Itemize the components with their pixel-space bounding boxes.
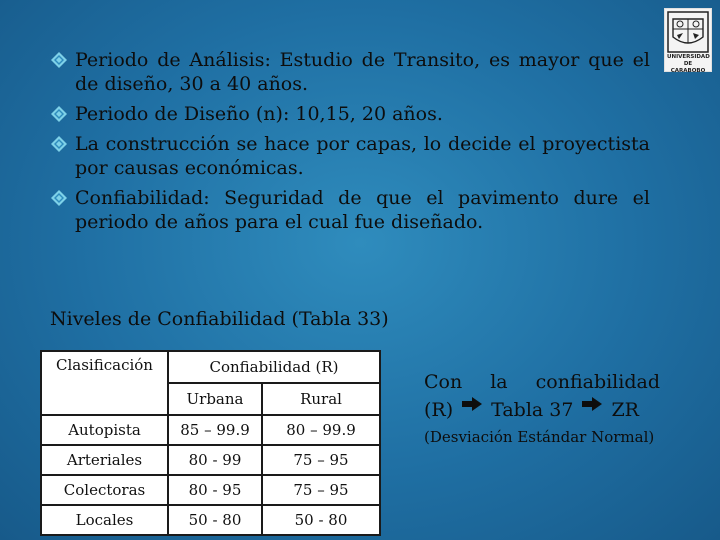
diamond-bullet-icon (50, 51, 68, 69)
note-word: la (490, 371, 508, 393)
right-arrow-icon (461, 396, 483, 412)
logo-label: UNIVERSIDAD DE CARABOBO (667, 54, 710, 74)
bullet-text: Confiabilidad: Seguridad de que el pavimento dure el periodo de años para el cual fue diseñado. (75, 187, 650, 233)
note-zr: ZR (611, 399, 639, 421)
table-row (41, 505, 380, 535)
header-urbana: Urbana (168, 383, 262, 415)
cell-urbana: 80 - 99 (168, 445, 262, 475)
bullet-list (50, 48, 650, 240)
cell-clase: Arteriales (41, 445, 168, 475)
cell-rural: 75 – 95 (262, 475, 380, 505)
note-line-1 (424, 368, 660, 396)
bullet-item-periodo-analisis (50, 48, 650, 96)
table-row (41, 445, 380, 475)
cell-rural: 80 – 99.9 (262, 415, 380, 445)
cell-rural: 75 – 95 (262, 445, 380, 475)
cell-urbana: 85 – 99.9 (168, 415, 262, 445)
note-r: (R) (424, 399, 454, 421)
table-row (41, 475, 380, 505)
cell-clase: Colectoras (41, 475, 168, 505)
bullet-item-periodo-diseno (50, 102, 650, 126)
header-confiabilidad: Confiabilidad (R) (168, 351, 380, 383)
header-clasificacion: Clasificación (41, 351, 168, 415)
header-rural: Rural (262, 383, 380, 415)
note-word: Con (424, 371, 463, 393)
table-header-row (41, 351, 380, 383)
diamond-bullet-icon (50, 105, 68, 123)
confiabilidad-table (40, 350, 381, 536)
confiabilidad-note (424, 368, 660, 448)
bullet-text: Periodo de Diseño (n): 10,15, 20 años. (75, 103, 443, 125)
diamond-bullet-icon (50, 135, 68, 153)
note-word: confiabilidad (535, 371, 660, 393)
table-row (41, 415, 380, 445)
section-title: Niveles de Confiabilidad (Tabla 33) (50, 308, 389, 330)
bullet-text: La construcción se hace por capas, lo decide el proyectista por causas económicas. (75, 133, 650, 179)
bullet-item-confiabilidad (50, 186, 650, 234)
cell-clase: Locales (41, 505, 168, 535)
cell-clase: Autopista (41, 415, 168, 445)
cell-urbana: 50 - 80 (168, 505, 262, 535)
university-logo (664, 8, 712, 72)
right-arrow-icon (581, 396, 603, 412)
bullet-item-construccion (50, 132, 650, 180)
note-tabla: Tabla 37 (491, 399, 574, 421)
cell-urbana: 80 - 95 (168, 475, 262, 505)
bullet-text: Periodo de Análisis: Estudio de Transito, es mayor que el de diseño, 30 a 40 años. (75, 49, 650, 95)
cell-rural: 50 - 80 (262, 505, 380, 535)
note-line-2 (424, 396, 660, 424)
note-subtitle: (Desviación Estándar Normal) (424, 428, 655, 446)
diamond-bullet-icon (50, 189, 68, 207)
